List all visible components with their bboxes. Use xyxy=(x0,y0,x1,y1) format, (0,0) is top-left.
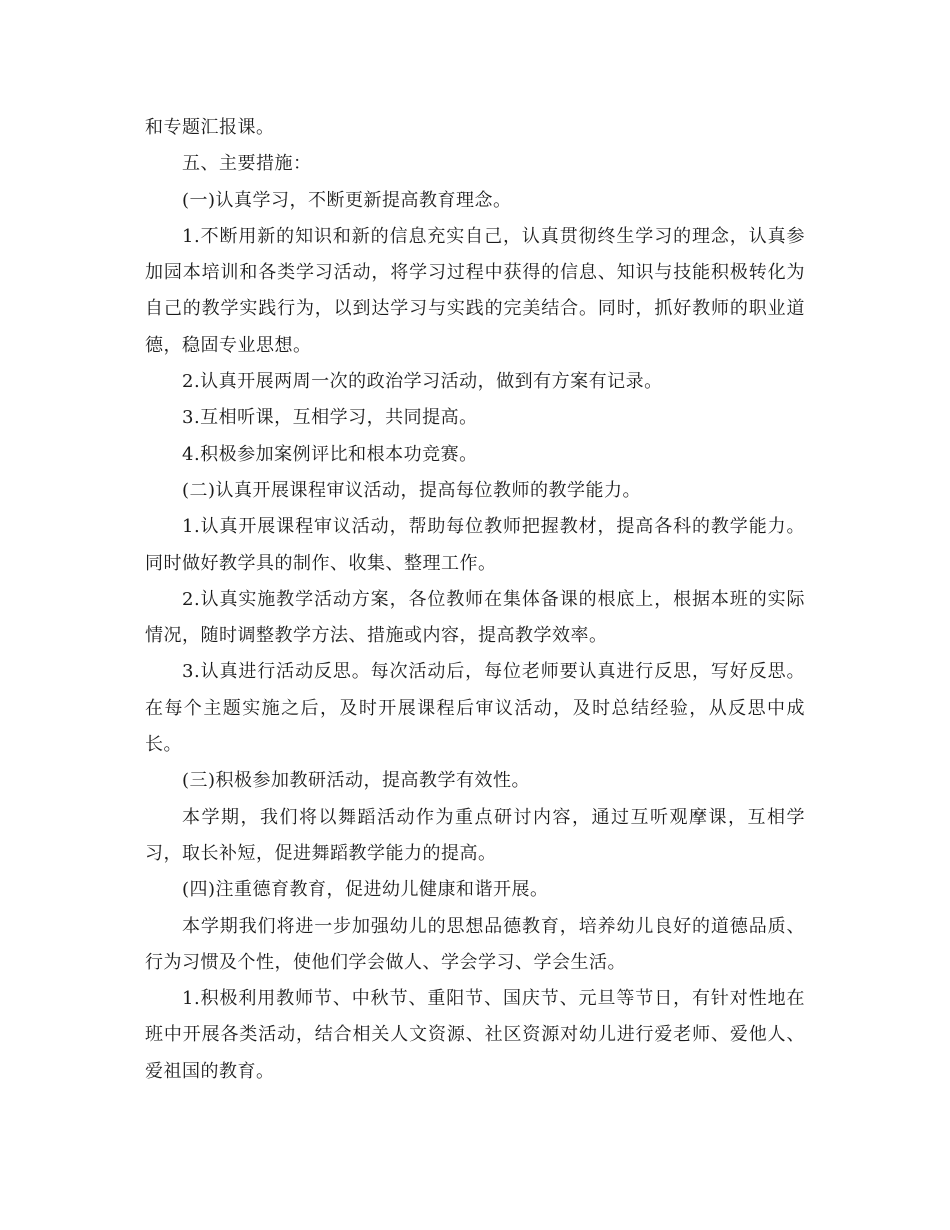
paragraph: 2.认真开展两周一次的政治学习活动，做到有方案有记录。 xyxy=(182,371,663,393)
paragraph: 本学期我们将进一步加强幼儿的思想品德教育，培养幼儿良好的道德品质、行为习惯及个性，使他们学会做人、学会学习、学会生活。 xyxy=(145,915,805,973)
paragraph: 1.积极利用教师节、中秋节、重阳节、国庆节、元旦等节日，有针对性地在班中开展各类活动，结合相关人文资源、社区资源对幼儿进行爱老师、爱他人、爱祖国的教育。 xyxy=(145,988,805,1082)
paragraph: 和专题汇报课。 xyxy=(145,117,275,138)
subsection-heading: (四)注重德育教育，促进幼儿健康和谐开展。 xyxy=(182,879,549,901)
section-heading: 五、主要措施： xyxy=(182,153,312,175)
paragraph: 3.互相听课，互相学习，共同提高。 xyxy=(182,407,478,429)
paragraph: 1.不断用新的知识和新的信息充实自己，认真贯彻终生学习的理念，认真参加园本培训和各类学习活动，将学习过程中获得的信息、知识与技能积极转化为自己的教学实践行为，以到达学习与实践的完美结合。同时，抓好教师的职业道德，稳固专业思想。 xyxy=(145,225,805,356)
paragraph: 本学期，我们将以舞蹈活动作为重点研讨内容，通过互听观摩课，互相学习，取长补短，促进舞蹈教学能力的提高。 xyxy=(145,806,805,864)
paragraph: 1.认真开展课程审议活动，帮助每位教师把握教材，提高各科的教学能力。同时做好教学具的制作、收集、整理工作。 xyxy=(145,516,805,574)
paragraph: 4.积极参加案例评比和根本功竞赛。 xyxy=(182,443,478,465)
subsection-heading: (三)积极参加教研活动，提高教学有效性。 xyxy=(182,770,531,792)
paragraph: 3.认真进行活动反思。每次活动后，每位老师要认真进行反思，写好反思。在每个主题实施之后，及时开展课程后审议活动，及时总结经验，从反思中成长。 xyxy=(145,661,805,756)
paragraph: 2.认真实施教学活动方案，各位教师在集体备课的根底上，根据本班的实际情况，随时调整教学方法、措施或内容，提高教学效率。 xyxy=(145,588,805,647)
subsection-heading: (二)认真开展课程审议活动，提高每位教师的教学能力。 xyxy=(182,479,642,501)
subsection-heading: (一)认真学习，不断更新提高教育理念。 xyxy=(182,189,512,211)
document-page xyxy=(145,110,805,1090)
